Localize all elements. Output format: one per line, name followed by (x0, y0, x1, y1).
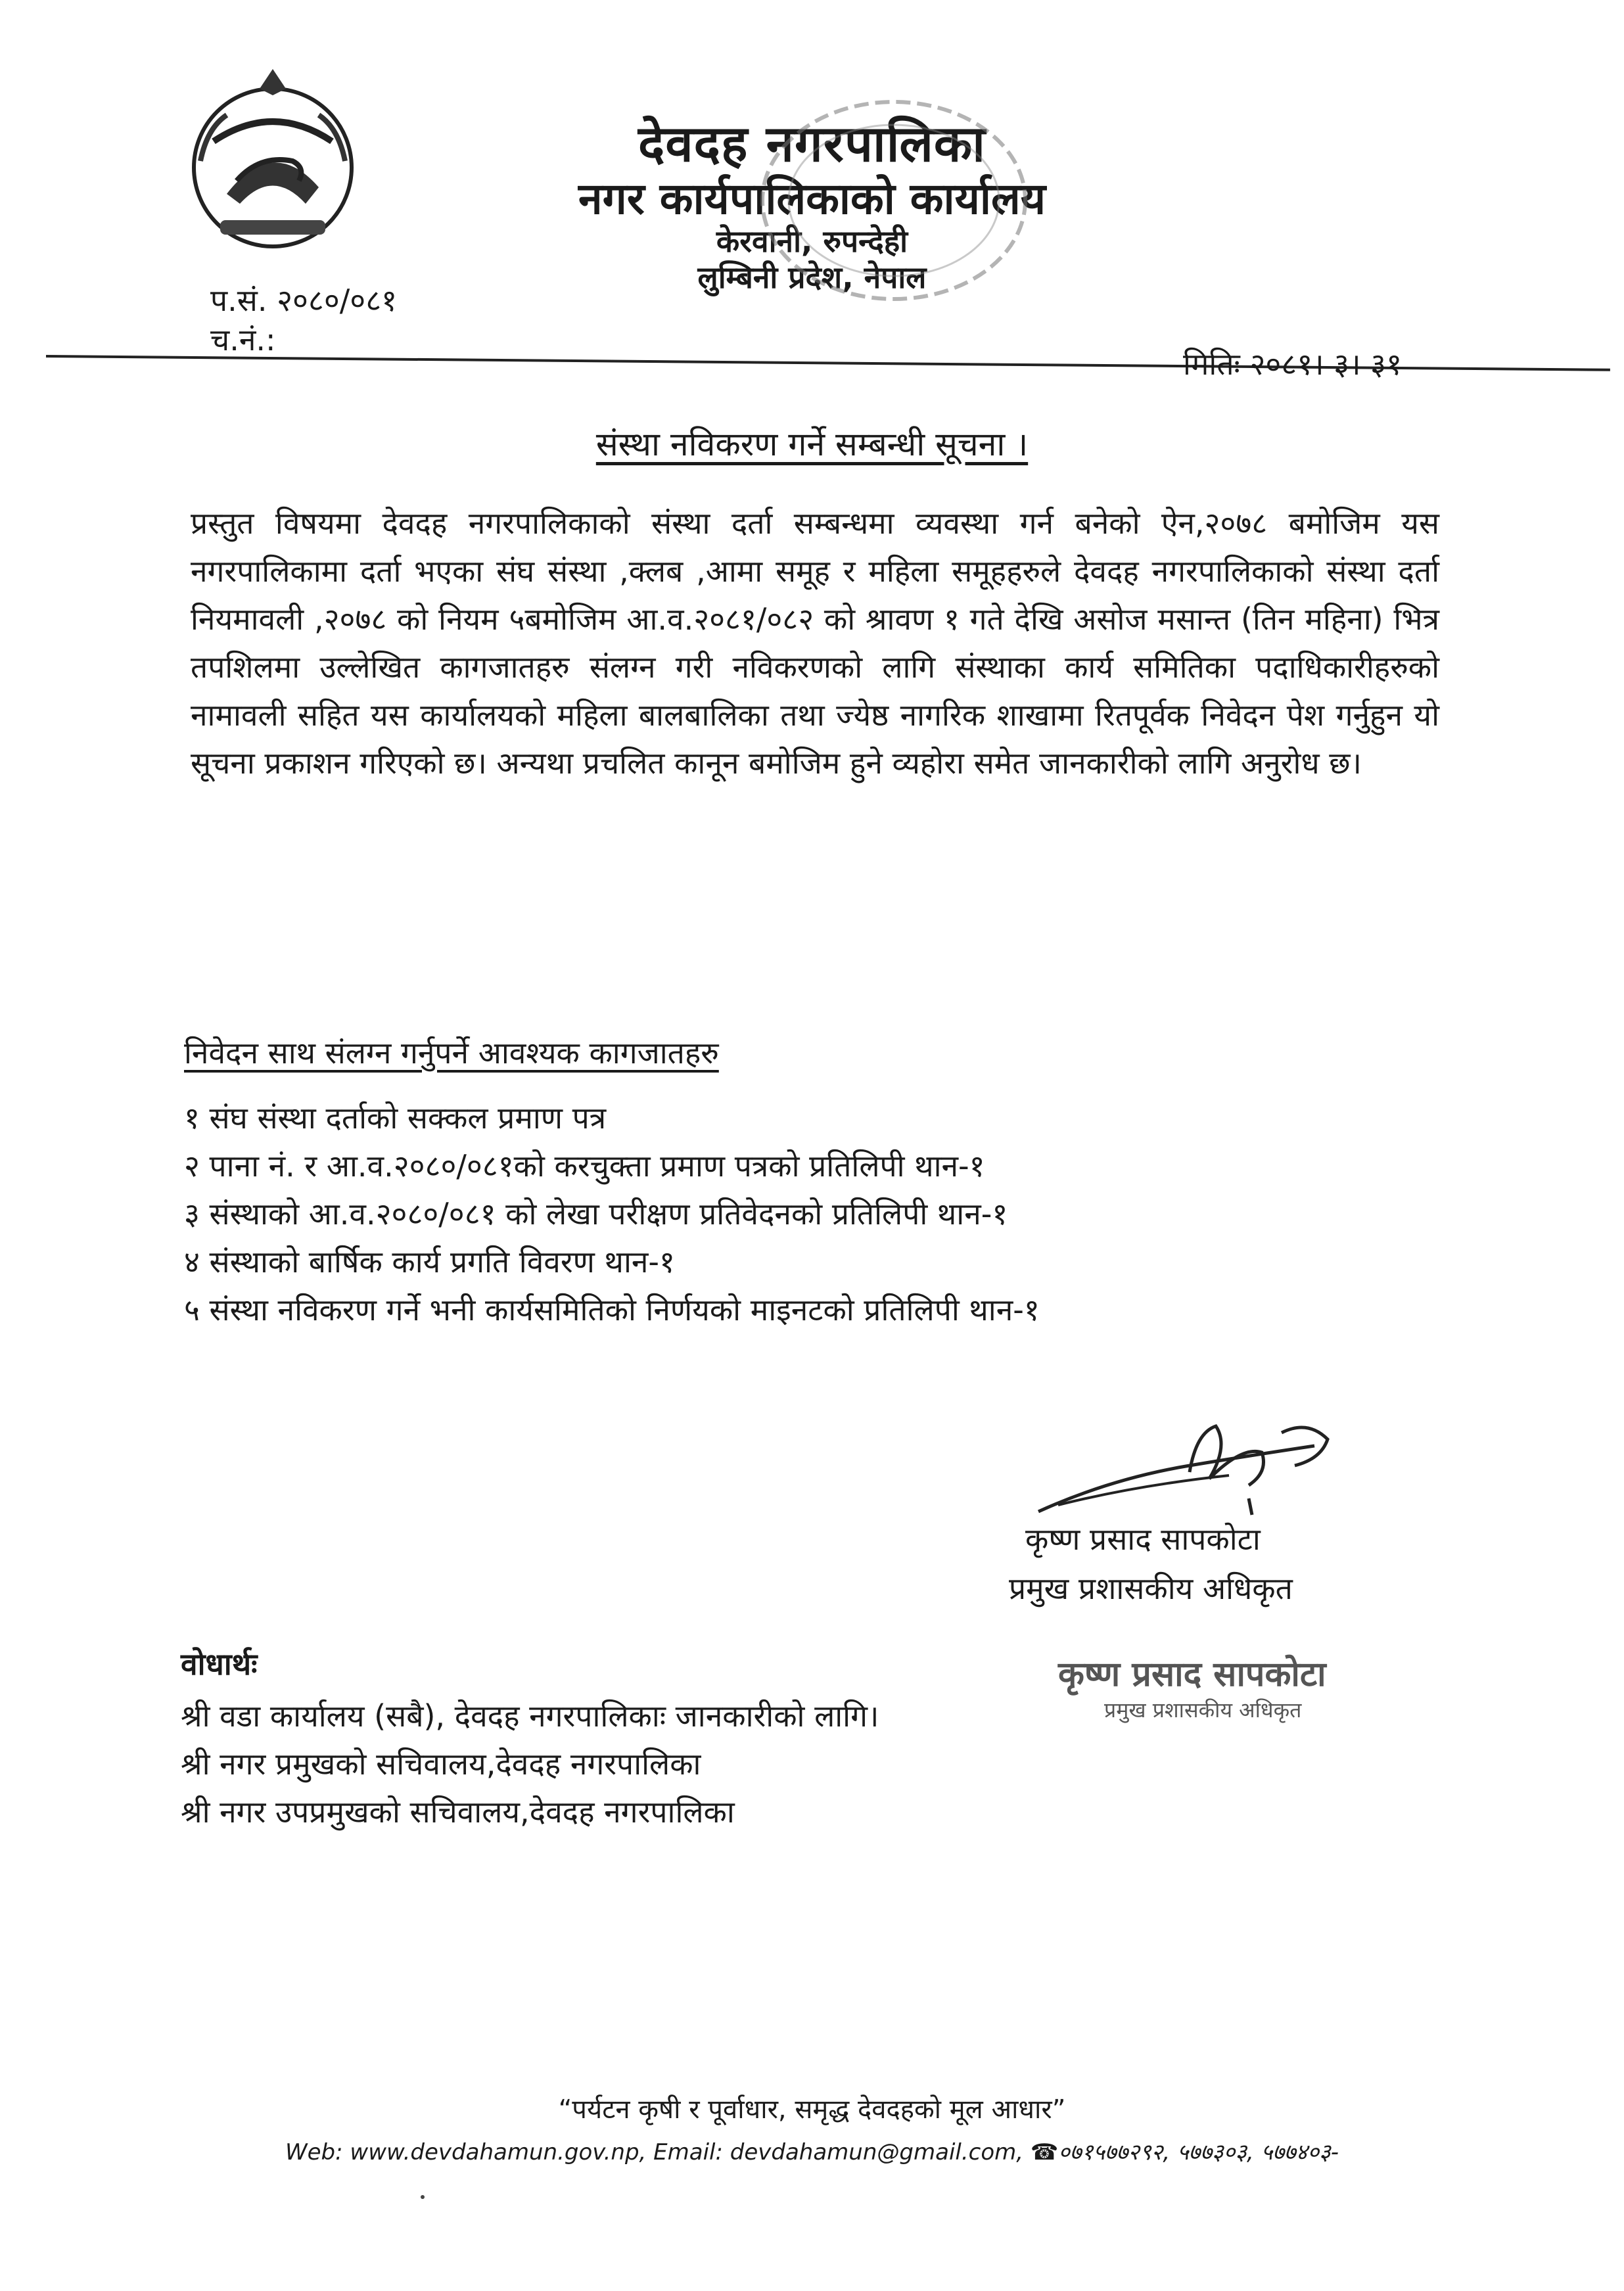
address-line-1: केरवानी, रुपन्देही (716, 223, 908, 259)
list-item: ५ संस्था नविकरण गर्ने भनी कार्यसमितिको निर्णयको माइनटको प्रतिलिपी थान-१ (184, 1292, 1040, 1328)
documents-list (184, 1094, 1040, 1334)
list-item: श्री नगर प्रमुखको सचिवालय,देवदह नगरपालिका (181, 1746, 701, 1782)
notice-body: प्रस्तुत विषयमा देवदह नगरपालिकाको संस्था दर्ता सम्बन्धमा व्यवस्था गर्न बनेको ऐन,२०७८ बमोजिम यस नगरपालिकामा दर्ता भएका संघ संस्था ,क्लब ,आमा समूह र महिला समूहहरुले देवदह नगरपालिकाको संस्था दर्ता नियमावली ,२०७८ को नियम ५बमोजिम आ.व.२०८१/०८२ को श्रावण १ गते देखि असोज मसान्त (तिन महिना) भित्र तपशिलमा उल्लेखित कागजातहरु संलग्न गरी नविकरणको लागि संस्थाका कार्य समितिका पदाधिकारीहरुको नामावली सहित यस कार्यालयको महिला बालबालिका तथा ज्येष्ठ नागरिक शाखामा रितपूर्वक निवेदन पेश गर्नुहुन यो सूचना प्रकाशन गरिएको छ। अन्यथा प्रचलित कानून बमोजिम हुने व्यहोरा समेत जानकारीको लागि अनुरोध छ। (191, 505, 1439, 781)
reference-number: प.सं. २०८०/०८१ (210, 283, 398, 318)
office-name: नगर कार्यपालिकाको कार्यालय (578, 174, 1046, 224)
list-item: श्री वडा कार्यालय (सबै), देवदह नगरपालिकाः जानकारीको लागि। (181, 1698, 879, 1734)
dispatch-number: च.नं.: (210, 322, 276, 358)
seal-name: कृष्ण प्रसाद सापकोटा (1058, 1655, 1326, 1694)
signatory-title: प्रमुख प्रशासकीय अधिकृत (1009, 1571, 1293, 1606)
letter-date: मितिः २०८१। ३। ३१ (1183, 346, 1403, 382)
footer-contact: Web: www.devdahamun.gov.np, Email: devdahamun@gmail.com, ☎०७१५७७२९२, ५७७३०३, ५७७४०३- (285, 2139, 1339, 2165)
signatory-name: कृष्ण प्रसाद सापकोटा (1025, 1521, 1261, 1557)
list-item: १ संघ संस्था दर्ताको सक्कल प्रमाण पत्र (184, 1100, 607, 1136)
cc-list (181, 1692, 879, 1836)
cc-heading: वोधार्थः (181, 1646, 258, 1682)
list-item: ३ संस्थाको आ.व.२०८०/०८१ को लेखा परीक्षण प्रतिवेदनको प्रतिलिपी थान-१ (184, 1196, 1008, 1232)
notice-subject-text: संस्था नविकरण गर्ने सम्बन्धी सूचना । (595, 425, 1029, 463)
list-item: श्री नगर उपप्रमुखको सचिवालय,देवदह नगरपालिका (181, 1794, 735, 1830)
documents-heading: निवेदन साथ संलग्न गर्नुपर्ने आवश्यक कागजातहरु (184, 1035, 719, 1071)
scan-speck (421, 2195, 425, 2199)
seal-title: प्रमुख प्रशासकीय अधिकृत (1104, 1698, 1302, 1723)
list-item: २ पाना नं. र आ.व.२०८०/०८१को करचुक्ता प्रमाण पत्रको प्रतिलिपी थान-१ (184, 1148, 985, 1184)
office-stamp-icon (749, 92, 1038, 309)
list-item: ४ संस्थाको बार्षिक कार्य प्रगति विवरण थान-१ (184, 1244, 675, 1280)
address-line-2: लुम्बिनी प्रदेश, नेपाल (697, 260, 927, 295)
footer-motto: “पर्यटन कृषी र पूर्वाधार, समृद्ध देवदहको मूल आधार” (558, 2094, 1066, 2125)
municipality-name: देवदह नगरपालिका (638, 114, 986, 173)
notice-subject (0, 421, 1624, 465)
